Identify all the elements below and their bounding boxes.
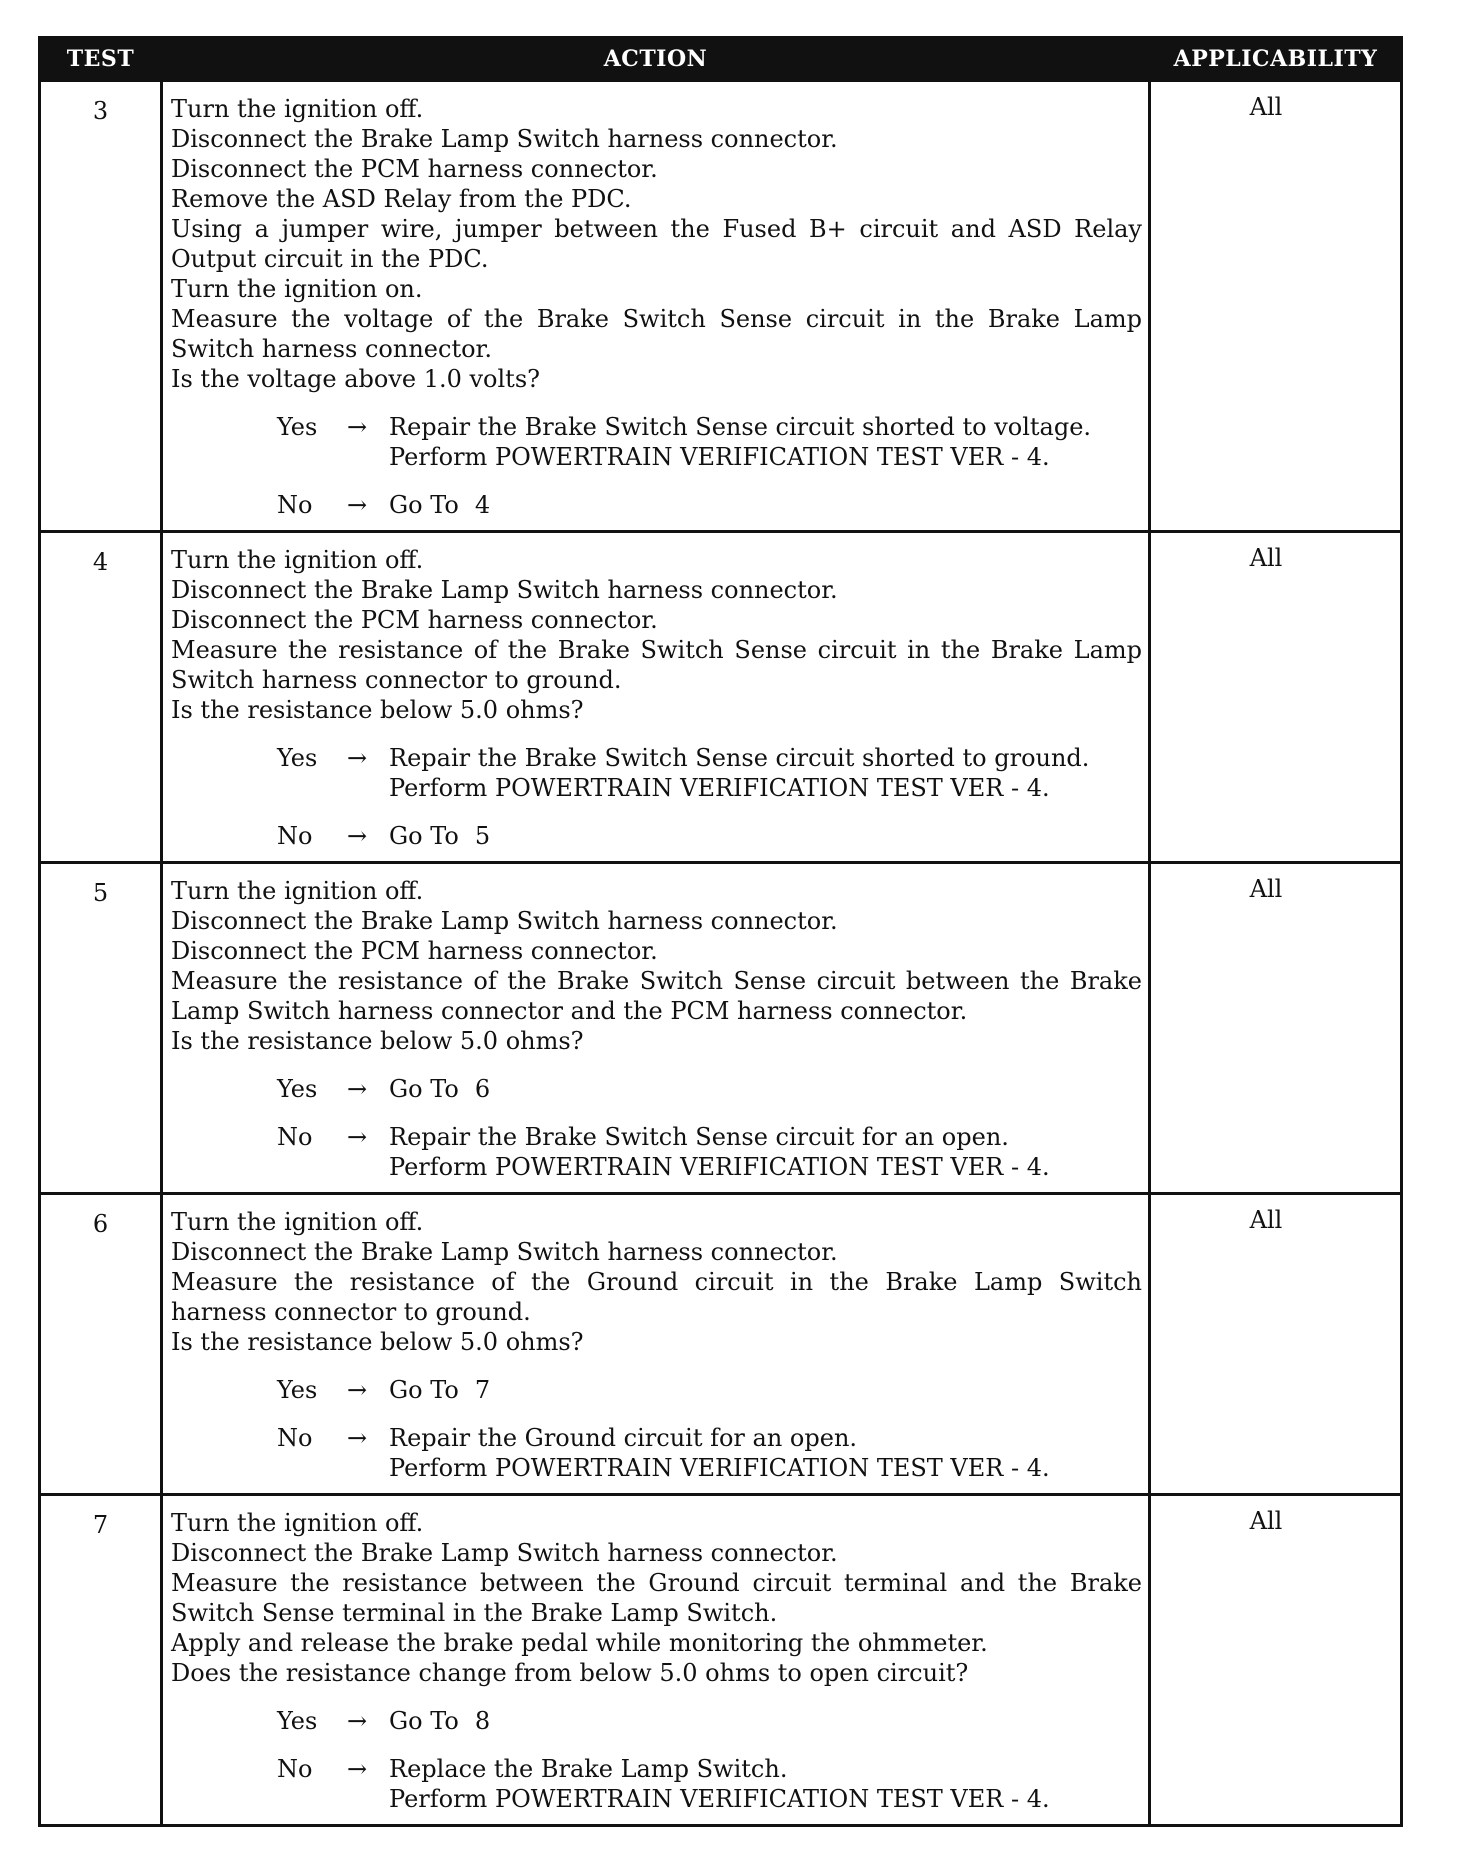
answer-label: No <box>277 491 313 519</box>
step-list <box>171 1207 1142 1357</box>
goto-label: Go To <box>389 491 459 519</box>
answer-line: Replace the Brake Lamp Switch. <box>389 1755 788 1783</box>
answer-text <box>389 1375 490 1405</box>
step-text: Turn the ignition on. <box>171 275 423 303</box>
answer-text <box>389 743 1089 803</box>
step-text: Remove the ASD Relay from the PDC. <box>171 185 632 213</box>
diagnostic-test-table <box>38 36 1403 1827</box>
test-number: 5 <box>40 863 162 1194</box>
goto-label: Go To <box>389 1376 459 1404</box>
arrow-right-icon: → <box>346 1755 368 1783</box>
goto-label: Go To <box>389 1075 459 1103</box>
goto-number: 5 <box>474 822 491 850</box>
table-row <box>40 81 1402 532</box>
answer-label: Yes <box>277 744 318 772</box>
arrow-right-icon: → <box>346 1075 368 1103</box>
test-number: 4 <box>40 532 162 863</box>
answer-line: Repair the Brake Switch Sense circuit shorted to voltage. <box>389 413 1092 441</box>
step-text: Is the resistance below 5.0 ohms? <box>171 696 584 724</box>
step-text: Disconnect the PCM harness connector. <box>171 155 658 183</box>
answer-no <box>277 1754 1142 1814</box>
goto-number: 7 <box>474 1376 491 1404</box>
answer-yes <box>277 1375 1142 1405</box>
arrow-right-icon: → <box>346 1376 368 1404</box>
step-list <box>171 876 1142 1056</box>
applicability-value: All <box>1150 1495 1402 1826</box>
step-list <box>171 1508 1142 1688</box>
arrow-right-icon: → <box>346 1707 368 1735</box>
step-text: Disconnect the Brake Lamp Switch harness connector. <box>171 125 838 153</box>
step-text: Turn the ignition off. <box>171 1509 424 1537</box>
answer-text <box>389 490 490 520</box>
answer-no <box>277 821 1142 851</box>
step-text: Disconnect the Brake Lamp Switch harness connector. <box>171 907 838 935</box>
test-number: 7 <box>40 1495 162 1826</box>
step-text: Is the voltage above 1.0 volts? <box>171 365 541 393</box>
step-text: Is the resistance below 5.0 ohms? <box>171 1328 584 1356</box>
answer-line: Perform POWERTRAIN VERIFICATION TEST VER - 4. <box>389 1454 1050 1482</box>
action-cell <box>162 863 1150 1194</box>
step-list <box>171 545 1142 725</box>
arrow-right-icon: → <box>346 491 368 519</box>
step-text: Disconnect the PCM harness connector. <box>171 937 658 965</box>
step-text: Does the resistance change from below 5.0 ohms to open circuit? <box>171 1659 969 1687</box>
answer-yes <box>277 743 1142 803</box>
answer-line: Repair the Ground circuit for an open. <box>389 1424 858 1452</box>
step-text: Is the resistance below 5.0 ohms? <box>171 1027 584 1055</box>
answer-yes <box>277 1706 1142 1736</box>
step-text: Measure the resistance of the Brake Switch Sense circuit in the Brake Lamp Switch harness connector to ground. <box>171 636 1142 694</box>
arrow-right-icon: → <box>346 744 368 772</box>
arrow-right-icon: → <box>346 1123 368 1151</box>
answer-line: Repair the Brake Switch Sense circuit shorted to ground. <box>389 744 1090 772</box>
step-text: Disconnect the Brake Lamp Switch harness connector. <box>171 1238 838 1266</box>
answer-label: Yes <box>277 1707 318 1735</box>
answer-line: Perform POWERTRAIN VERIFICATION TEST VER - 4. <box>389 774 1050 802</box>
answer-text <box>389 1423 1050 1483</box>
applicability-value: All <box>1150 1194 1402 1495</box>
step-text: Disconnect the Brake Lamp Switch harness connector. <box>171 576 838 604</box>
goto-number: 6 <box>474 1075 491 1103</box>
goto-number: 4 <box>474 491 491 519</box>
answer-line: Perform POWERTRAIN VERIFICATION TEST VER - 4. <box>389 443 1050 471</box>
goto-label: Go To <box>389 1707 459 1735</box>
answer-text <box>389 1706 490 1736</box>
action-cell <box>162 1495 1150 1826</box>
step-text: Using a jumper wire, jumper between the Fused B+ circuit and ASD Relay Output circuit in the PDC. <box>171 215 1142 273</box>
answer-no <box>277 490 1142 520</box>
applicability-value: All <box>1150 863 1402 1194</box>
applicability-value: All <box>1150 532 1402 863</box>
goto-label: Go To <box>389 822 459 850</box>
header-applicability: APPLICABILITY <box>1150 38 1402 81</box>
answer-text <box>389 821 490 851</box>
test-number: 3 <box>40 81 162 532</box>
table-row <box>40 532 1402 863</box>
answer-yes <box>277 1074 1142 1104</box>
header-test: TEST <box>40 38 162 81</box>
step-text: Turn the ignition off. <box>171 546 424 574</box>
answer-label: No <box>277 822 313 850</box>
table-row <box>40 1495 1402 1826</box>
answer-no <box>277 1423 1142 1483</box>
answer-label: Yes <box>277 1075 318 1103</box>
goto-number: 8 <box>474 1707 491 1735</box>
arrow-right-icon: → <box>346 1424 368 1452</box>
step-text: Measure the voltage of the Brake Switch Sense circuit in the Brake Lamp Switch harness connector. <box>171 305 1142 363</box>
step-text: Turn the ignition off. <box>171 1208 424 1236</box>
answer-text <box>389 412 1091 472</box>
table-row <box>40 863 1402 1194</box>
step-text: Measure the resistance between the Ground circuit terminal and the Brake Switch Sense terminal in the Brake Lamp Switch. <box>171 1569 1142 1627</box>
answer-line: Perform POWERTRAIN VERIFICATION TEST VER - 4. <box>389 1785 1050 1813</box>
answer-text <box>389 1754 1050 1814</box>
step-text: Disconnect the PCM harness connector. <box>171 606 658 634</box>
arrow-right-icon: → <box>346 413 368 441</box>
answer-text <box>389 1074 490 1104</box>
step-text: Turn the ignition off. <box>171 95 424 123</box>
answer-yes <box>277 412 1142 472</box>
step-text: Turn the ignition off. <box>171 877 424 905</box>
action-cell <box>162 1194 1150 1495</box>
answer-line: Repair the Brake Switch Sense circuit for an open. <box>389 1123 1009 1151</box>
action-cell <box>162 81 1150 532</box>
answer-label: No <box>277 1123 313 1151</box>
answer-line: Perform POWERTRAIN VERIFICATION TEST VER - 4. <box>389 1153 1050 1181</box>
answer-label: No <box>277 1755 313 1783</box>
step-text: Apply and release the brake pedal while monitoring the ohmmeter. <box>171 1629 988 1657</box>
applicability-value: All <box>1150 81 1402 532</box>
step-text: Measure the resistance of the Brake Switch Sense circuit between the Brake Lamp Switch harness connector and the PCM harness connector. <box>171 967 1142 1025</box>
step-list <box>171 94 1142 394</box>
action-cell <box>162 532 1150 863</box>
test-number: 6 <box>40 1194 162 1495</box>
answer-label: Yes <box>277 413 318 441</box>
table-row <box>40 1194 1402 1495</box>
answer-text <box>389 1122 1050 1182</box>
step-text: Measure the resistance of the Ground circuit in the Brake Lamp Switch harness connector to ground. <box>171 1268 1142 1326</box>
answer-no <box>277 1122 1142 1182</box>
step-text: Disconnect the Brake Lamp Switch harness connector. <box>171 1539 838 1567</box>
answer-label: Yes <box>277 1376 318 1404</box>
header-action: ACTION <box>162 38 1150 81</box>
table-header-row <box>40 38 1402 81</box>
answer-label: No <box>277 1424 313 1452</box>
arrow-right-icon: → <box>346 822 368 850</box>
